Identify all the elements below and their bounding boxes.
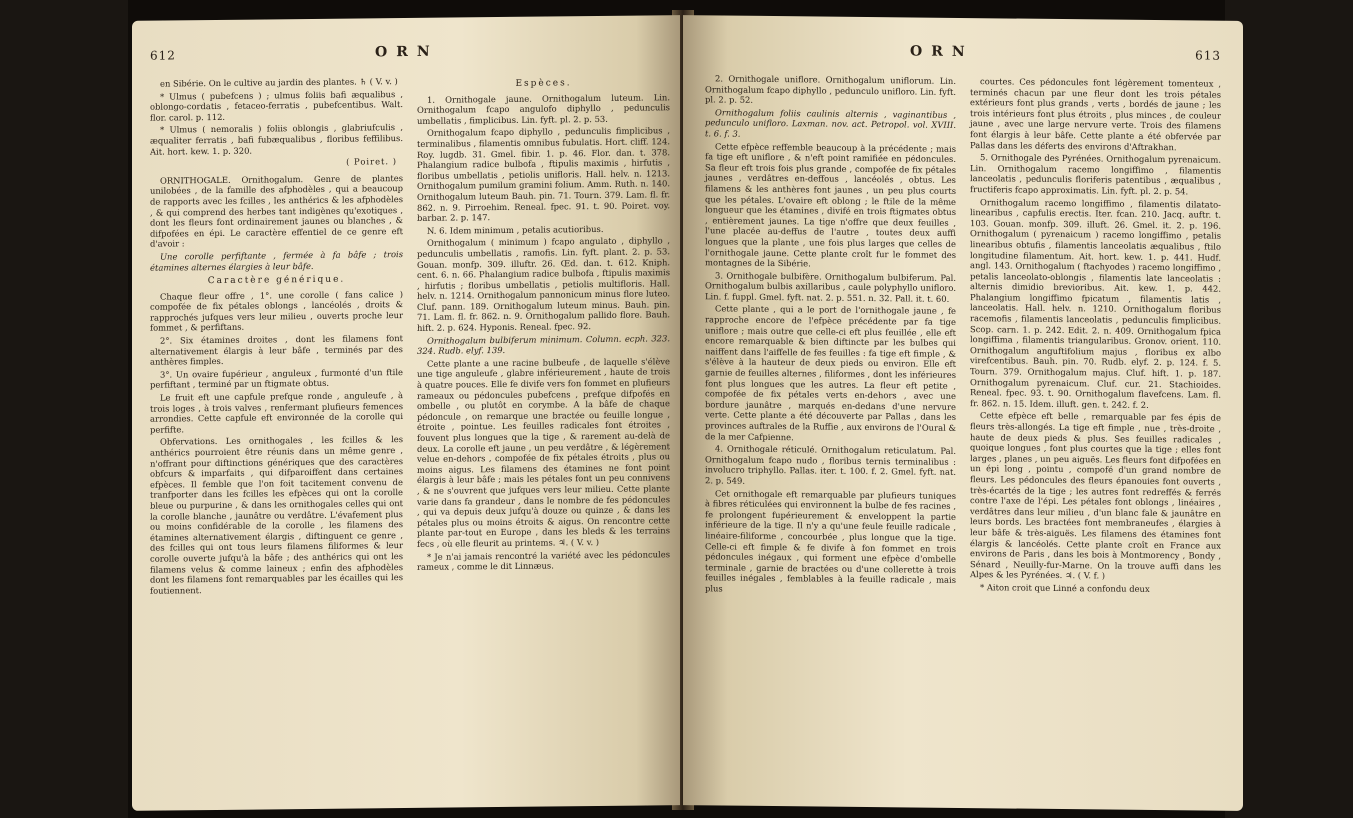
paragraph: * Ulmus ( pubefcens ) ; ulmus foliis bafi æqualibus , oblongo-cordatis , fetaceo-ferratis , pubefcentibus. Walt. flor. carol. p. 112.: [150, 88, 403, 123]
right-running-title: ORN: [910, 43, 974, 61]
paragraph: Cette efpèce reffemble beaucoup à la précédente ; mais fa tige eft uniflore , & n'eft point ramifiée en pédoncules. Sa fleur eft trois fois plus grande , compofée de fix pétales jaunes , verdâtres en-deffous , lancéolés , obtus. Les filamens & les anthères font jaunes , un peu plus courts que les pétales. L'ovaire eft oblong ; le ftile de la même longueur que les étamines , divifé en trois ftigmates obtus , entièrement jaunes. La tige n'offre que deux feuilles , l'une placée au-deffus de l'autre , toutes deux auffi longues que la plante , une fois plus larges que celles de l'ornithogale jaune. Cette plante croît fur le fommet des montagnes de la Sibérie.: [705, 140, 956, 269]
paragraph: * Ulmus ( nemoralis ) foliis oblongis , glabriufculis , æqualiter ferratis , bafi fubæqualibus , floribus feffilibus. Ait. hort. kew. 1. p. 320.: [150, 122, 403, 157]
left-column-1: [150, 76, 403, 598]
right-page: [683, 15, 1243, 811]
section-heading: Caractère générique.: [207, 274, 346, 287]
paragraph: ORNITHOGALE. Ornithogalum. Genre de plantes unilobées , de la famille des afphodèles , qui a beaucoup de rapports avec les fcilles , les anthérics & les afphodèles , & qui comprend des herbes tant indigènes qu'exotiques , dont les fleurs font ordinairement jaunes ou blanches , & difpofées en épi. Le caractère effentiel de ce genre eft d'avoir :: [150, 172, 403, 249]
left-running-title: ORN: [375, 43, 439, 61]
left-page: [132, 15, 680, 811]
paragraph: 2. Ornithogale uniflore. Ornithogalum uniflorum. Lin. Ornithogalum fcapo diphyllo , pedunculo unifloro. Lin. fyft. pl. 2. p. 52.: [705, 73, 956, 105]
paragraph: 4. Ornithogale réticulé. Ornithogalum reticulatum. Pal. Ornithogalum fcapo nudo , floribus ternis terminalibus : involucro triphyllo. Pallas. iter. t. 100. f. 2. Gmel. fyft. nat. 2. p. 549.: [705, 443, 956, 486]
paragraph: Ornithogalum ( minimum ) fcapo angulato , diphyllo , pedunculis umbellatis , ramofis. Lin. fyft. plant. 2. p. 53. Gouan. monfp. 309. illuftr. 26. Œd. dan. t. 612. Kniph. cent. 6. n. 66. Phalangium radice bulbofa , ftipulis maximis , hirfutis ; floribus umbellatis , petiolis multifloris. Hall. helv. n. 1214. Ornithogalum pannonicum minus flore luteo. Cluf. pann. 189. Ornithogalum luteum minus. Bauh. pin. 71. Lam. fl. fr. 862. n. 9. Ornithogalum pallido flore. Bauh. hift. 2. p. 624. Hyponis. Reneal. fpec. 92.: [417, 235, 670, 333]
paragraph: N. 6. Idem minimum , petalis acutioribus.: [427, 223, 604, 236]
paragraph: en Sibérie. On le cultive au jardin des plantes. ♄ ( V. v. ): [160, 76, 398, 89]
paragraph: courtes. Ces pédoncules font légèrement tomenteux , terminés chacun par une fleur dont les trois pétales extérieurs font plus grands , verts , bordés de jaune ; les trois intérieurs font plus étroits , plus minces , de couleur jaune , avec une large nervure verte. Trois des filamens font élargis à leur bâfe. Cette plante a été obfervée par Pallas dans les déferts des environs d'Aftrakhan.: [970, 76, 1221, 152]
paragraph: Obfervations. Les ornithogales , les fcilles & les anthérics pourroient être réunis dans un même genre , n'offrant pour diftinctions génériques que des caractères obfcurs & imparfaits , qui difparoiffent dans certaines efpèces. Il femble que l'on foit tacitement convenu de tranfporter dans les fcilles les efpèces qui ont la corolle bleue ou purpurine , & dans les ornithogales celles qui ont la corolle blanche , jaunâtre ou verdâtre. L'évafement plus ou moins confidérable de la corolle , les filamens des étamines alternativement élargis , diftinguent ce genre , des fcilles qui ont tous leurs filamens filiformes & leur corolle ouverte jufqu'à la bâfe ; des anthérics qui ont les filamens velus & comme laineux ; enfin des afphodèles dont les filamens font remarquables par les écailles qui les foutiennent.: [150, 434, 403, 596]
paragraph: Cette plante , qui a le port de l'ornithogale jaune , fe rapproche encore de l'efpèce précédente par fa tige uniflore ; mais outre que celle-ci eft plus feuillée , elle eft encore remarquable & bien diftincte par les bulbes qui naiffent dans l'aiffelle de fes feuilles : fa tige eft fimple , & s'élève à la hauteur de deux pieds ou environ. Elle eft garnie de feuilles alternes , filiformes , dont les inférieures font plus longues que les autres. La fleur eft petite , compofée de fix pétales verts en-dehors , avec une bordure jaunâtre , marqués en-dedans d'une nervure verte. Cette plante a été découverte par Pallas , dans les provinces auftrales de la Ruffie , aux environs de l'Oural & de la mer Cafpienne.: [705, 303, 956, 442]
section-heading: Espèces.: [515, 78, 572, 89]
left-running-head: [150, 41, 670, 78]
right-column-2: [970, 76, 1221, 601]
author-signature: ( Poiret. ): [346, 156, 397, 167]
paragraph: * Aiton croit que Linné a confondu deux: [980, 582, 1150, 594]
left-page-number: 612: [150, 48, 176, 63]
paragraph: Ornithogalum foliis caulinis alternis , vaginantibus , pedunculo unifloro. Laxman. nov. act. Petropol. vol. XVIII. t. 6. f. 3.: [705, 107, 956, 139]
paragraph: 3°. Un ovaire fupérieur , anguleux , furmonté d'un ftile perfiftant , terminé par un ftigmate obtus.: [150, 366, 403, 391]
paragraph: Chaque fleur offre , 1°. une corolle ( fans calice ) compofée de fix pétales oblongs , lancéolés , droits & rapprochés jufques vers leur milieu , ouverts proche leur fommet , & perfiftans.: [150, 288, 403, 334]
paragraph: Cette plante a une racine bulbeufe , de laquelle s'élève une tige anguleufe , glabre inférieurement , haute de trois à quatre pouces. Elle fe divife vers fon fommet en plufieurs rameaux ou pédoncules pubefcens , prefque difpofés en ombelle , ou plutôt en corymbe. A la bâfe de chaque pédoncule , on remarque une bractée ou feuille longue , étroite , pointue. Les feuilles radicales font étroites , fouvent plus longues que la tige , & rarement au-delà de deux. La corolle eft jaune , un peu verdâtre , & légèrement velue en-dehors , compofée de fix pétales étroits , plus ou moins aigus. Les filamens des étamines ne font point élargis à leur bâfe ; mais les pétales font un peu connivens , & ne s'ouvrent que jufques vers leur milieu. Cette plante varie dans fa grandeur , dans le nombre de fes pédoncules , qui va depuis deux jufqu'à douze ou quinze , & dans les pétales plus ou moins étroits & aigus. On rencontre cette plante par-tout en Europe , dans les bleds & les terrains fecs , où elle fleurit au printems. ♃. ( V. v. ): [417, 356, 670, 549]
paragraph: Ornithogalum racemo longiffimo , filamentis dilatato-linearibus , capfulis erectis. Iter. fcan. 210. Jacq. auftr. t. 103. Gouan. monfp. 309. illuft. 26. Gmel. it. 2. p. 196. Ornithogalum ( pyrenaicum ) racemo longiffimo , petalis linearibus obtufis , filamentis lanceolatis æqualibus , ftilo longitudine filamentum. Ait. hort. kew. 1. p. 441. Hudf. angl. 143. Ornithogalum ( ftachyodes ) racemo longiffimo , petalis lanceolato-oblongis , filamentis late lanceolatis : alternis dimidio brevioribus. Ait. kew. 1. p. 442. Phalangium longiffimo fpicatum , filamentis latis , lanceolatis. Hall. helv. n. 1210. Ornithogalum floribus racemofis , filamentis lanceolatis , pedunculis fimplicibus. Scop. carn. 1. p. 242. Edit. 2. n. 409. Ornithogalum fpica longiffima , filamentis triangularibus. Gronov. orient. 110. Ornithogalum anguftifolium majus , floribus ex albo virefcentibus. Bauh. pin. 70. Rudb. elyf. 2. p. 124. f. 5. Tourn. 379. Ornithogalum majus. Cluf. hift. 1. p. 187. Ornithogalum pyrenaicum. Cluf. cur. 21. Stachioides. Reneal. fpec. 93. t. 90. Ornithogalum flavefcens. Lam. fl. fr. 862. n. 15. Idem. illuft. gen. t. 242. f. 2.: [970, 196, 1221, 410]
paragraph: Une corolle perfiftante , fermée à fa bâfe ; trois étamines alternes élargies à leur bâfe.: [150, 248, 403, 273]
paragraph: Ornithogalum bulbiferum minimum. Column. ecph. 323. 324. Rudb. elyf. 139.: [417, 332, 670, 357]
paragraph: * Je n'ai jamais rencontré la variété avec les pédoncules rameux , comme le dit Linnæus.: [417, 548, 670, 573]
right-running-head: [705, 41, 1221, 78]
left-column-2: [417, 73, 670, 595]
paragraph: 3. Ornithogale bulbifère. Ornithogalum bulbiferum. Pal. Ornithogalum bulbis axillaribus , caule polyphyllo unifloro. Lin. f. fuppl. Gmel. fyft. nat. 2. p. 551. n. 32. Pall. it. t. 60.: [705, 270, 956, 304]
right-column-1: [705, 73, 956, 598]
paragraph: Cet ornithogale eft remarquable par plufieurs tuniques à fibres réticulées qui environnent la bulbe de fes racines , fe prolongent fupérieurement & enveloppent la partie inférieure de la tige. Il n'y a qu'une feule feuille radicale , linéaire-filiforme , concourbée , plus longue que la tige. Celle-ci eft fimple & fe divife à fon fommet en trois pédoncules inégaux , qui forment une efpèce d'ombelle terminale , garnie de bractées ou d'une collerette à trois feuilles inégales , femblables à la feuille radicale , mais plus: [705, 487, 956, 594]
paragraph: 2°. Six étamines droites , dont les filamens font alternativement élargis à leur bâfe , terminés par des anthères fimples.: [150, 333, 403, 367]
paragraph: 1. Ornithogale jaune. Ornithogalum luteum. Lin. Ornithogalum fcapo angulofo diphyllo , pedunculis umbellatis , fimplicibus. Lin. fyft. pl. 2. p. 53.: [417, 91, 670, 126]
paragraph: Le fruit eft une capfule prefque ronde , anguleufe , à trois loges , à trois valves , renfermant plufieurs femences arrondies. Cette capfule eft environnée de la corolle qui perfifte.: [150, 390, 403, 435]
paragraph: Cette efpèce eft belle , remarquable par fes épis de fleurs très-allongés. La tige eft fimple , nue , très-droite , haute de deux pieds & plus. Ses feuilles radicales , quoique longues , font plus courtes que la tige ; elles font larges , planes , un peu aiguës. Les fleurs font difpofées en un épi long , pointu , compofé d'un grand nombre de fleurs. Les pédoncules des fleurs épanouies font ouverts , très-écartés de la tige ; les autres font redreffés & ferrés contre l'axe de l'épi. Les pétales font oblongs , linéaires , verdâtres dans leur milieu , d'un blanc fale & jaunâtre en leurs bords. Les bractées font membraneufes , élargies à leur bâfe & très-aiguës. Les filamens des étamines font élargis & lancéolés. Cette plante croît en France aux environs de Paris , dans les bois à Montmorency , Bondy , Sénard , Neuilly-fur-Marne. On la trouve auffi dans les Alpes & les Pyrénées. ♃. ( V. f. ): [970, 410, 1221, 581]
paragraph: 5. Ornithogale des Pyrénées. Ornithogalum pyrenaicum. Lin. Ornithogalum racemo longiffimo , filamentis lanceolatis , pedunculis floriferis patentibus , æqualibus , fructiferis fcapo approximatis. Lin. fyft. pl. 2. p. 54.: [970, 152, 1221, 197]
right-page-number: 613: [1195, 48, 1221, 63]
paragraph: Ornithogalum fcapo diphyllo , pedunculis fimplicibus , terminalibus , filamentis omnibus fubulatis. Hort. cliff. 124. Roy. lugdb. 31. Gmel. fibir. 1. p. 46. Flor. dan. t. 378. Phalangium radice bulbofa , ftipulis maximis , hirfutis , floribus umbellatis , petiolis unifloris. Hall. helv. n. 1213. Ornithogalum pumilum gramini folium. Amm. Ruth. n. 140. Ornithogalum luteum Bauh. pin. 71. Tourn. 379. Lam. fl. fr. 862. n. 9. Pirroehim. Reneal. fpec. 91. t. 90. Poiret. voy. barbar. 2. p. 147.: [417, 125, 670, 224]
